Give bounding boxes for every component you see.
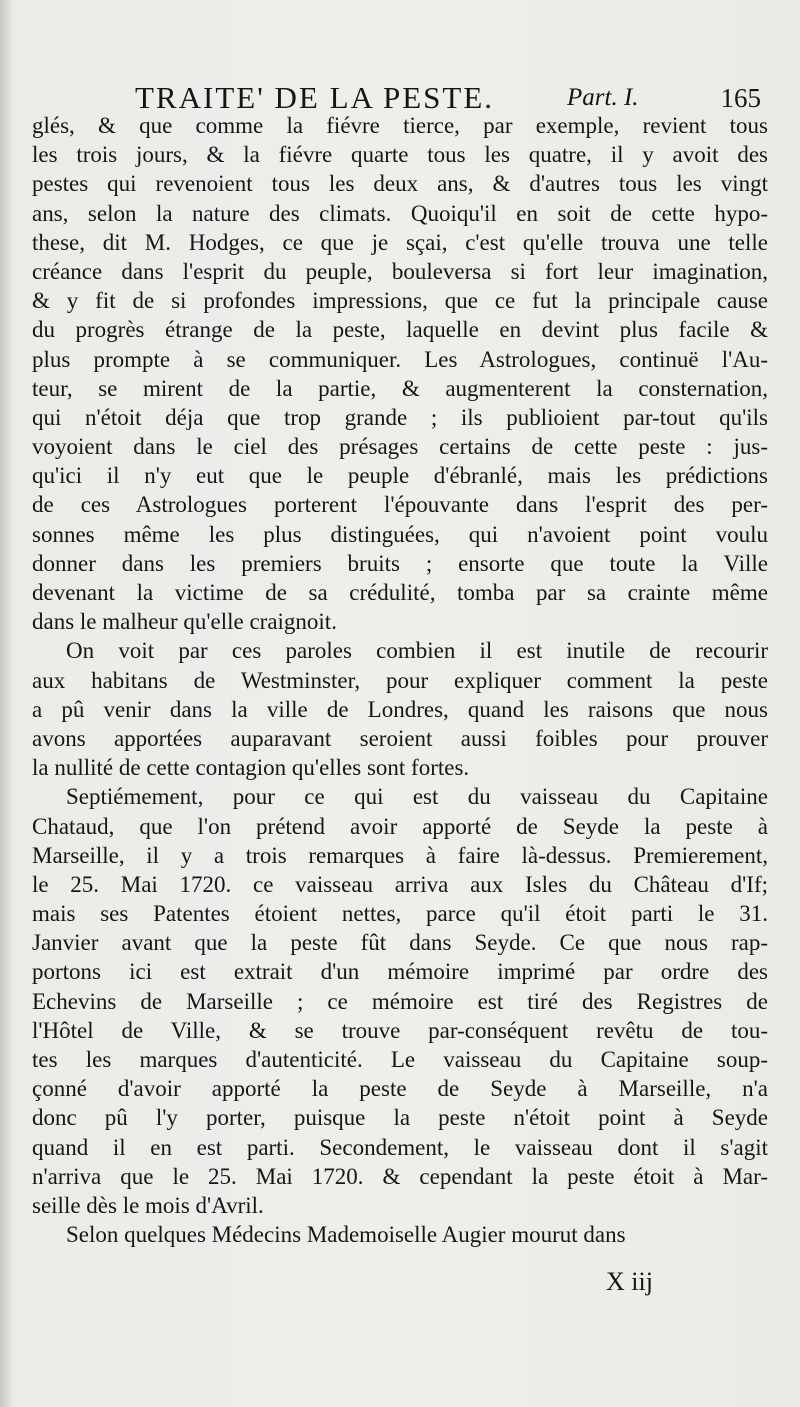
text-line: Septiémement, pour ce qui est du vaisseau du Capitaine: [66, 784, 768, 810]
text-line: avons apportées auparavant seroient aussi foibles pour prouver: [32, 725, 768, 751]
text-line: dans le malheur qu'elle craignoit.: [32, 609, 337, 635]
paragraph: [32, 636, 768, 782]
text-line: du progrès étrange de la peste, laquelle en devint plus facile &: [32, 317, 768, 343]
text-line: Chataud, que l'on prétend avoir apporté de Seyde la peste à: [32, 813, 768, 839]
text-line: donc pû l'y porter, puisque la peste n'étoit point à Seyde: [32, 1105, 768, 1131]
text-line: de ces Astrologues porterent l'épouvante dans l'esprit des per-: [32, 492, 768, 518]
signature-mark: X iij: [606, 1267, 653, 1296]
text-line: pestes qui revenoient tous les deux ans, & d'autres tous les vingt: [32, 171, 768, 197]
text-line: glés, & que comme la fiévre tierce, par exemple, revient tous: [32, 113, 768, 138]
text-line: plus prompte à se communiquer. Les Astrologues, continuë l'Au-: [32, 346, 768, 372]
text-line: mais ses Patentes étoient nettes, parce qu'il étoit parti le 31.: [32, 901, 768, 927]
text-line: quand il en est parti. Secondement, le vaisseau dont il s'agit: [32, 1134, 768, 1160]
text-line: tes les marques d'autenticité. Le vaisseau du Capitaine soup-: [32, 1047, 768, 1072]
paragraph: [32, 111, 768, 636]
paragraph: [32, 1220, 768, 1249]
text-line: devenant la victime de sa crédulité, tomba par sa crainte même: [32, 580, 768, 605]
text-line: sonnes même les plus distinguées, qui n'avoient point voulu: [32, 521, 768, 547]
text-line: On voit par ces paroles combien il est inutile de recourir: [66, 638, 768, 664]
paragraph: [32, 782, 768, 1220]
text-line: donner dans les premiers bruits ; ensorte que toute la Ville: [32, 550, 768, 576]
text-line: çonné d'avoir apporté la peste de Seyde à Marseille, n'a: [32, 1076, 768, 1102]
text-line: these, dit M. Hodges, ce que je sçai, c'est qu'elle trouva une telle: [32, 229, 768, 255]
text-line: qui n'étoit déja que trop grande ; ils publioient par-tout qu'ils: [32, 404, 768, 430]
text-line: Janvier avant que la peste fût dans Seyde. Ce que nous rap-: [32, 930, 768, 956]
text-line: ans, selon la nature des climats. Quoiqu'il en soit de cette hypo-: [32, 200, 768, 226]
text-line: le 25. Mai 1720. ce vaisseau arriva aux Isles du Château d'If;: [32, 871, 768, 897]
text-line: teur, se mirent de la partie, & augmenterent la consternation,: [32, 375, 768, 401]
running-head-part: Part. I.: [567, 84, 639, 111]
text-line: les trois jours, & la fiévre quarte tous les quatre, il y avoit des: [32, 142, 768, 168]
text-line: seille dès le mois d'Avril.: [32, 1192, 264, 1218]
text-line: Selon quelques Médecins Mademoiselle Augier mourut dans: [66, 1222, 626, 1248]
text-line: qu'ici il n'y eut que le peuple d'ébranlé, mais les prédictions: [32, 463, 768, 489]
text-line: n'arriva que le 25. Mai 1720. & cependant la peste étoit à Mar-: [32, 1163, 768, 1189]
text-line: l'Hôtel de Ville, & se trouve par-conséquent revêtu de tou-: [32, 1017, 768, 1043]
text-line: voyoient dans le ciel des présages certains de cette peste : jus-: [32, 434, 768, 460]
text-line: aux habitans de Westminster, pour expliquer comment la peste: [32, 667, 768, 693]
text-line: Echevins de Marseille ; ce mémoire est tiré des Registres de: [32, 988, 768, 1014]
text-line: Marseille, il y a trois remarques à faire là-dessus. Premierement,: [32, 842, 768, 868]
running-head-title: TRAITE' DE LA PESTE.: [135, 80, 495, 115]
text-line: & y fit de si profondes impressions, que ce fut la principale cause: [32, 288, 768, 314]
text-line: créance dans l'esprit du peuple, bouleversa si fort leur imagination,: [32, 258, 768, 284]
text-line: la nullité de cette contagion qu'elles sont fortes.: [32, 755, 470, 781]
text-line: a pû venir dans la ville de Londres, quand les raisons que nous: [32, 696, 768, 722]
body-text: [32, 111, 768, 1249]
page-number: 165: [720, 83, 761, 113]
text-line: portons ici est extrait d'un mémoire imprimé par ordre des: [32, 959, 768, 985]
